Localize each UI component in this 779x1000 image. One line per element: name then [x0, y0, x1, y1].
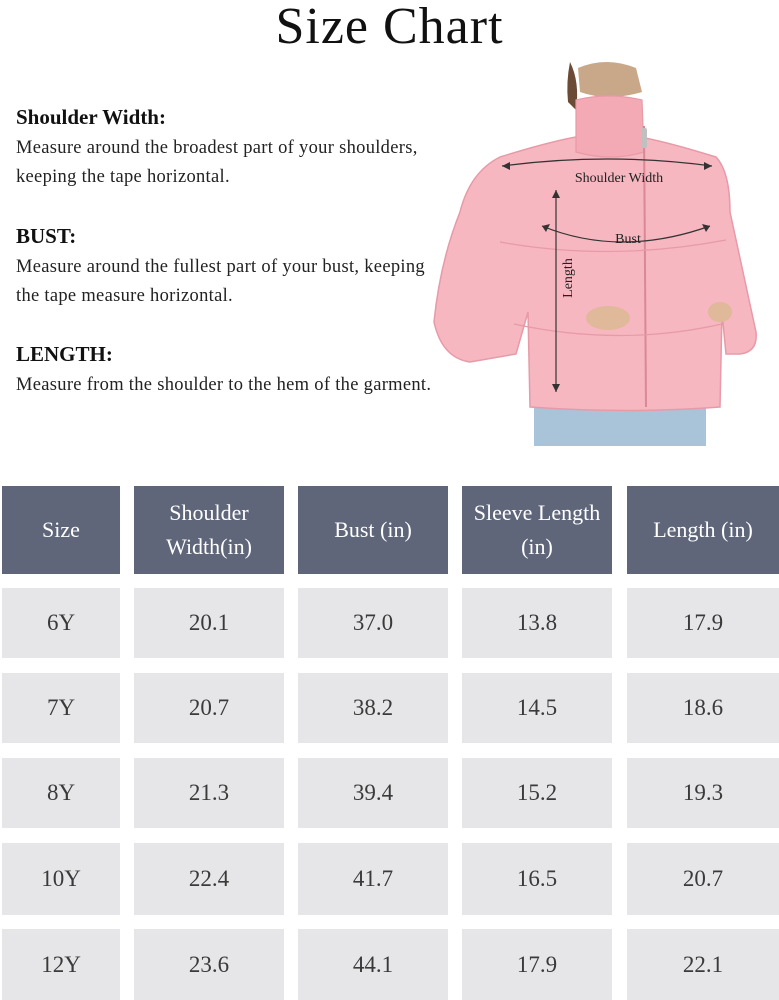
- cell-sleeve-length: 16.5: [462, 843, 612, 915]
- guide-length: [16, 341, 436, 400]
- guide-shoulder-width: [16, 104, 436, 192]
- hand-shape: [586, 306, 630, 330]
- guide-heading: BUST:: [16, 224, 77, 248]
- cell-shoulder-width: 23.6: [134, 929, 284, 1000]
- cell-shoulder-width: 20.7: [134, 673, 284, 743]
- jacket-measurement-figure: [430, 62, 770, 446]
- cell-shoulder-width: 22.4: [134, 843, 284, 915]
- cell-size: 12Y: [2, 929, 120, 1000]
- jacket-illustration: [430, 62, 770, 446]
- cell-sleeve-length: 14.5: [462, 673, 612, 743]
- bust-label: Bust: [615, 232, 641, 247]
- cell-length: 20.7: [627, 843, 779, 915]
- jacket-collar: [576, 96, 644, 157]
- guide-heading: Shoulder Width:: [16, 105, 166, 129]
- header-bust: Bust (in): [298, 486, 448, 574]
- cell-size: 7Y: [2, 673, 120, 743]
- cell-shoulder-width: 21.3: [134, 758, 284, 828]
- cell-shoulder-width: 20.1: [134, 588, 284, 658]
- guide-heading: LENGTH:: [16, 342, 113, 366]
- zipper-pull: [641, 128, 647, 148]
- cell-bust: 44.1: [298, 929, 448, 1000]
- cell-sleeve-length: 17.9: [462, 929, 612, 1000]
- cell-length: 22.1: [627, 929, 779, 1000]
- face-shape: [578, 62, 642, 97]
- cell-size: 10Y: [2, 843, 120, 915]
- cell-length: 18.6: [627, 673, 779, 743]
- cell-sleeve-length: 15.2: [462, 758, 612, 828]
- guide-text: Measure around the broadest part of your shoulders, keeping the tape horizontal.: [16, 138, 418, 187]
- header-sleeve-length: Sleeve Length (in): [462, 486, 612, 574]
- cell-bust: 38.2: [298, 673, 448, 743]
- cell-bust: 41.7: [298, 843, 448, 915]
- cell-bust: 37.0: [298, 588, 448, 658]
- guide-text: Measure around the fullest part of your bust, keeping the tape measure horizontal.: [16, 257, 425, 306]
- cell-bust: 39.4: [298, 758, 448, 828]
- page-title: Size Chart: [275, 0, 504, 55]
- cell-length: 17.9: [627, 588, 779, 658]
- shoulder-width-label: Shoulder Width: [574, 171, 664, 186]
- cell-sleeve-length: 13.8: [462, 588, 612, 658]
- header-shoulder-width: Shoulder Width(in): [134, 486, 284, 574]
- header-size: Size: [2, 486, 120, 574]
- hand-shape: [708, 302, 732, 322]
- cell-size: 8Y: [2, 758, 120, 828]
- guide-bust: [16, 223, 436, 311]
- cell-size: 6Y: [2, 588, 120, 658]
- header-length: Length (in): [627, 486, 779, 574]
- cell-length: 19.3: [627, 758, 779, 828]
- length-label: Length: [561, 258, 576, 298]
- guide-text: Measure from the shoulder to the hem of the garment.: [16, 375, 432, 395]
